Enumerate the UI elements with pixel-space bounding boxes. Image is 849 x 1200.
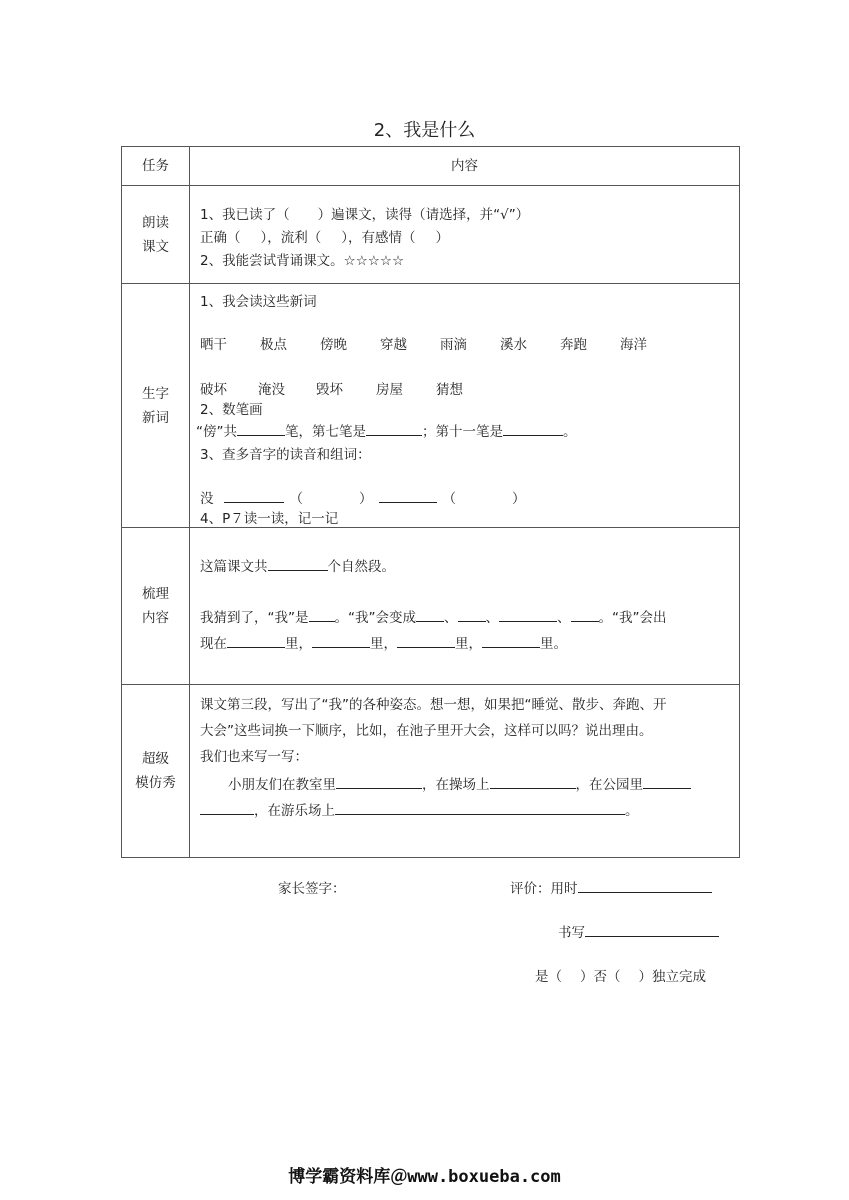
imitate-line-4: 小朋友们在教室里 ，在操场上 ，在公园里 (228, 773, 691, 793)
imitate-line-3: 我们也来写一写： (200, 749, 308, 765)
vocab-words-2: 破坏 淹没 毁坏 房屋 猜想 (200, 382, 463, 398)
vocab-line-1: 1、我会读这些新词 (200, 294, 317, 310)
reading-task: 朗读 课文 (122, 186, 190, 284)
reading-line-1: 1、我已读了（ ）遍课文，读得（请选择，并“√”） (200, 207, 530, 223)
content-task: 梳理 内容 (122, 528, 190, 685)
imitate-row (122, 685, 740, 858)
header-content: 内容 (190, 147, 740, 186)
vocab-content (190, 284, 740, 528)
polyphone-line: 没 （ ） （ ） (200, 487, 526, 507)
vocab-line-3: 3、查多音字的读音和组词： (200, 447, 371, 463)
content-row (122, 528, 740, 685)
writing-line: 书写 (558, 921, 719, 941)
reading-line-3: 2、我能尝试背诵课文。☆☆☆☆☆ (200, 253, 405, 269)
paragraph-count-line: 这篇课文共 个自然段。 (200, 555, 395, 575)
vocab-task: 生字 新词 (122, 284, 190, 528)
parent-signature-label: 家长签字： (278, 881, 346, 897)
reading-row (122, 186, 740, 284)
page-title: 2、我是什么 (373, 120, 476, 141)
content-content (190, 528, 740, 685)
location-line: 现在 里， 里， 里， 里。 (200, 632, 567, 652)
vocab-line-2: 2、数笔画 (200, 402, 263, 418)
reading-content (190, 186, 740, 284)
vocab-words-1: 晒干 极点 傍晚 穿越 雨滴 溪水 奔跑 海洋 (200, 337, 647, 353)
imitate-content (190, 685, 740, 858)
footer-watermark: 博学霸资料库＠www.boxueba.com (288, 1167, 561, 1187)
vocab-line-4: 4、P７读一读，记一记 (200, 511, 339, 527)
evaluation-time-line: 评价：用时 (510, 877, 712, 897)
header-task: 任务 (122, 147, 190, 186)
guess-line: 我猜到了，“我”是 。“我”会变成 、 、 、 。“我”会出 (200, 606, 667, 626)
imitate-line-1: 课文第三段，写出了“我”的各种姿态。想一想，如果把“睡觉、散步、奔跑、开 (200, 697, 667, 713)
imitate-line-2: 大会”这些词换一下顺序，比如，在池子里开大会，这样可以吗？说出理由。 (200, 723, 653, 739)
stroke-count-line: “傍”共 笔，第七笔是 ；第十一笔是 。 (196, 420, 577, 440)
vocab-row (122, 284, 740, 528)
header-row (122, 147, 740, 186)
imitate-task: 超级 模仿秀 (122, 685, 190, 858)
independent-completion-line: 是（ ）否（ ）独立完成 (535, 969, 706, 985)
worksheet-table (121, 146, 740, 858)
imitate-line-5: ，在游乐场上 。 (200, 799, 639, 819)
reading-line-2: 正确（ ），流利（ ），有感情（ ） (200, 230, 449, 246)
